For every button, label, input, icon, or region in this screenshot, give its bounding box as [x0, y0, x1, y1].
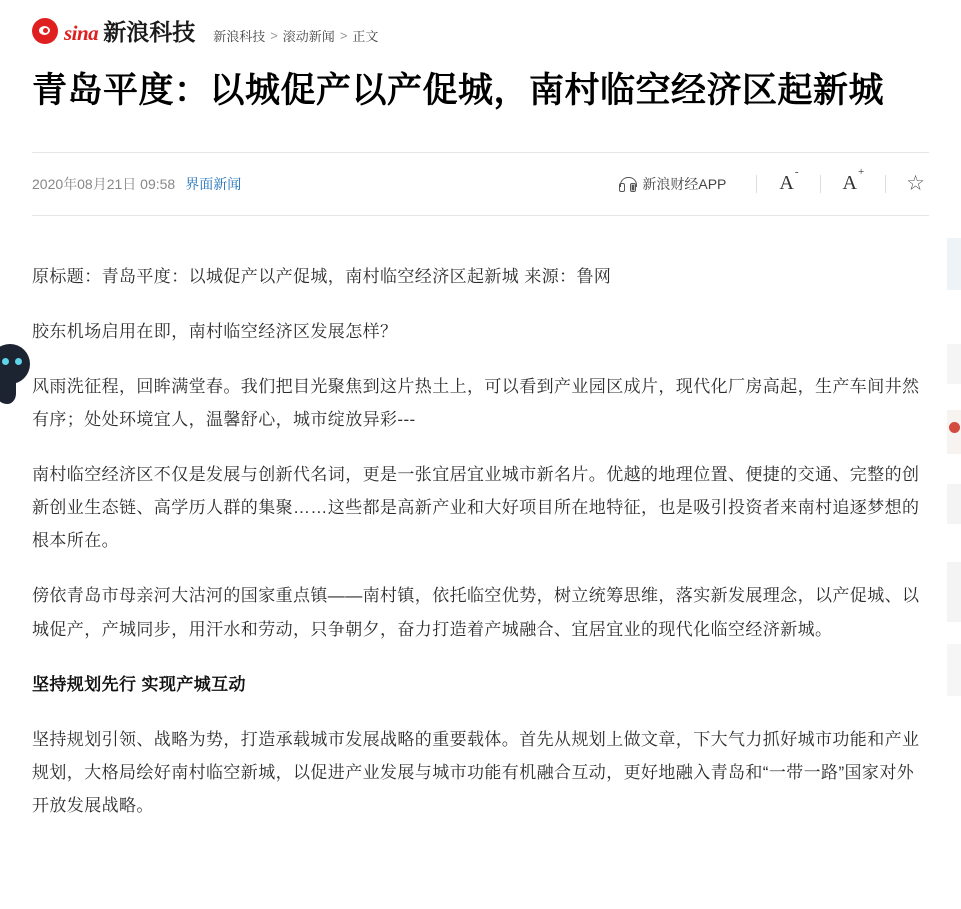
paragraph-2: 南村临空经济区不仅是发展与创新代名词，更是一张宜居宜业城市新名片。优越的地理位置、便捷的交通、完整的创新创业生态链、高学历人群的集聚……这些都是高新产业和大好项目所在地特征，也是吸引投资者来南村追逐梦想的根本所在。 [32, 465, 920, 551]
breadcrumb-item-1[interactable]: 滚动新闻 [282, 28, 335, 44]
sina-eye-icon [32, 18, 58, 44]
breadcrumb-sep-0: > [270, 27, 278, 43]
breadcrumb-sep-1: > [339, 27, 348, 43]
breadcrumb-item-0[interactable]: 新浪科技 [213, 28, 266, 44]
divider-2 [820, 175, 821, 193]
title-block [0, 62, 961, 114]
divider-3 [885, 175, 886, 193]
favorite-star-icon[interactable]: ☆ [906, 172, 925, 195]
breadcrumb [213, 26, 378, 45]
meta-left [32, 174, 241, 194]
finance-app-label: 新浪财经APP [642, 175, 727, 192]
sina-wordmark: sina [64, 20, 99, 45]
site-logo[interactable] [32, 18, 195, 44]
section-subheading: 坚持规划先行 实现产城互动 [32, 674, 246, 694]
original-title-line: 原标题：青岛平度：以城促产以产促城，南村临空经济区起新城 来源：鲁网 [32, 266, 612, 286]
article-body [0, 216, 961, 823]
channel-name: 新浪科技 [103, 18, 196, 45]
paragraph-1: 风雨洗征程，回眸满堂春。我们把目光聚焦到这片热土上，可以看到产业园区成片，现代化厂房高起，生产车间井然有序；处处环境宜人，温馨舒心，城市绽放异彩--- [32, 376, 920, 429]
paragraph-0: 胶东机场启用在即，南村临空经济区发展怎样？ [32, 321, 398, 341]
page-title: 青岛平度：以城促产以产促城，南村临空经济区起新城 [32, 71, 885, 110]
font-decrease-button[interactable]: A- [779, 166, 799, 194]
meta-right [619, 166, 929, 195]
divider-1 [756, 175, 757, 193]
source-link[interactable]: 界面新闻 [185, 175, 242, 192]
breadcrumb-item-2[interactable]: 正文 [352, 28, 379, 44]
site-header [0, 0, 961, 62]
paragraph-5: 坚持规划引领、战略为势，打造承载城市发展战略的重要载体。首先从规划上做文章，下大气力抓好城市功能和产业规划，大格局绘好南村临空新城，以促进产业发展与城市功能有机融合互动，更好地融入青岛和“一带一路”国家对外开放发展战略。 [32, 729, 920, 816]
paragraph-3: 傍依青岛市母亲河大沽河的国家重点镇——南村镇，依托临空优势，树立统筹思维，落实新发展理念，以产促城、以城促产，产城同步，用汗水和劳动，只争朝夕，奋力打造着产城融合、宜居宜业的现代化临空经济新城。 [32, 586, 920, 639]
finance-app-link[interactable] [619, 174, 740, 194]
article-meta-bar [32, 152, 929, 216]
headphone-icon [619, 177, 636, 191]
publish-date: 2020年08月21日 09:58 [32, 175, 176, 192]
font-increase-button[interactable]: A+ [842, 166, 865, 194]
